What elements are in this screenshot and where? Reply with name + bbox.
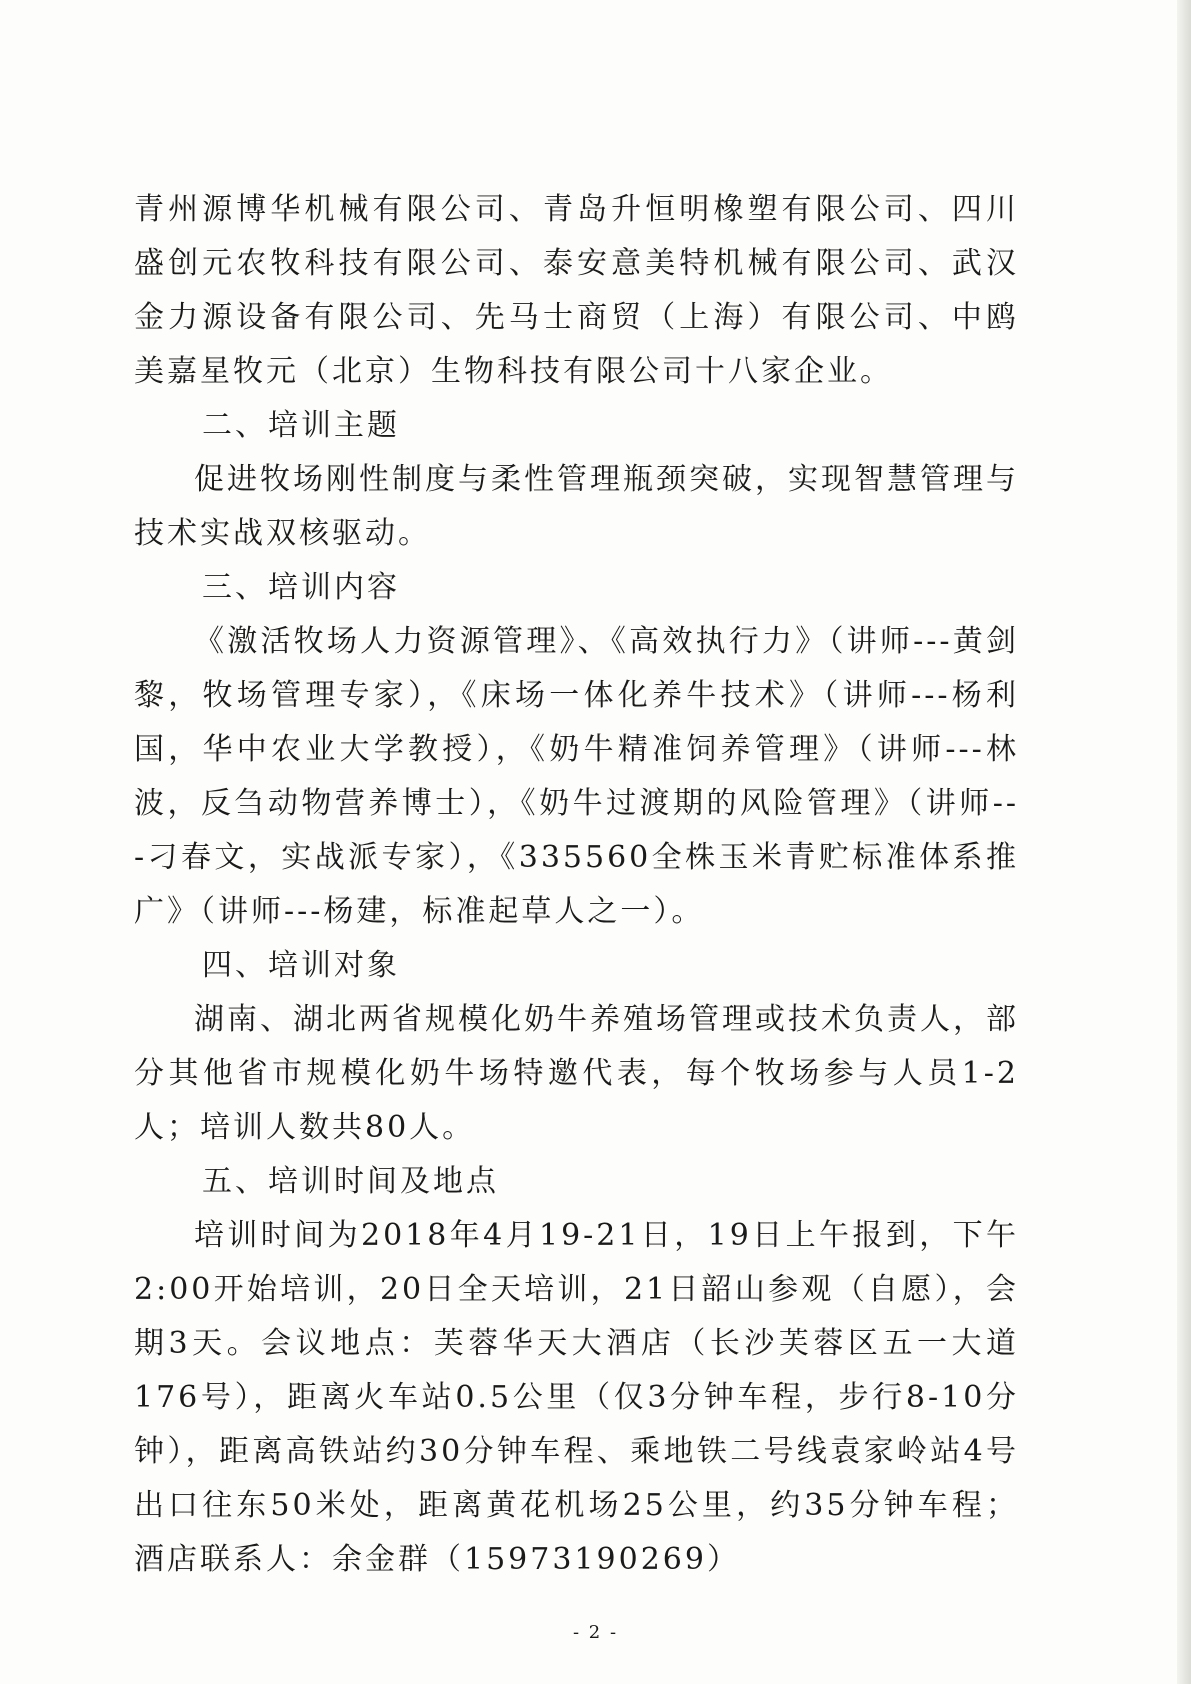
audience-paragraph: 湖南、湖北两省规模化奶牛养殖场管理或技术负责人，部分其他省市规模化奶牛场特邀代表，每个牧场参与人员1-2人；培训人数共80人。 bbox=[134, 1002, 1019, 1145]
section-heading-theme: 二、培训主题 bbox=[202, 408, 400, 443]
scan-edge-shadow bbox=[1177, 0, 1191, 1684]
page-number: - 2 - bbox=[572, 1622, 619, 1643]
theme-paragraph: 促进牧场刚性制度与柔性管理瓶颈突破，实现智慧管理与技术实战双核驱动。 bbox=[134, 462, 1019, 551]
document-body bbox=[134, 183, 1019, 1587]
participants-paragraph: 青州源博华机械有限公司、青岛升恒明橡塑有限公司、四川盛创元农牧科技有限公司、泰安意美特机械有限公司、武汉金力源设备有限公司、先马士商贸（上海）有限公司、中鸥美嘉星牧元（北京）生物科技有限公司十八家企业。 bbox=[134, 192, 1019, 389]
section-heading-audience: 四、培训对象 bbox=[202, 948, 400, 983]
time-location-paragraph: 培训时间为2018年4月19-21日，19日上午报到，下午2:00开始培训，20日全天培训，21日韶山参观（自愿），会期3天。会议地点：芙蓉华天大酒店（长沙芙蓉区五一大道176号），距离火车站0.5公里（仅3分钟车程，步行8-10分钟），距离高铁站约30分钟车程、乘地铁二号线袁家岭站4号出口往东50米处，距离黄花机场25公里，约35分钟车程；酒店联系人：余金群（15973190269） bbox=[134, 1218, 1019, 1577]
section-heading-content: 三、培训内容 bbox=[202, 570, 400, 605]
section-heading-time-location: 五、培训时间及地点 bbox=[202, 1164, 499, 1199]
content-paragraph: 《激活牧场人力资源管理》、《高效执行力》（讲师---黄剑黎，牧场管理专家），《床场一体化养牛技术》（讲师---杨利国，华中农业大学教授），《奶牛精准饲养管理》（讲师---林波，反刍动物营养博士），《奶牛过渡期的风险管理》（讲师---刁春文，实战派专家），《335560全株玉米青贮标准体系推广》（讲师---杨建，标准起草人之一）。 bbox=[134, 624, 1019, 929]
